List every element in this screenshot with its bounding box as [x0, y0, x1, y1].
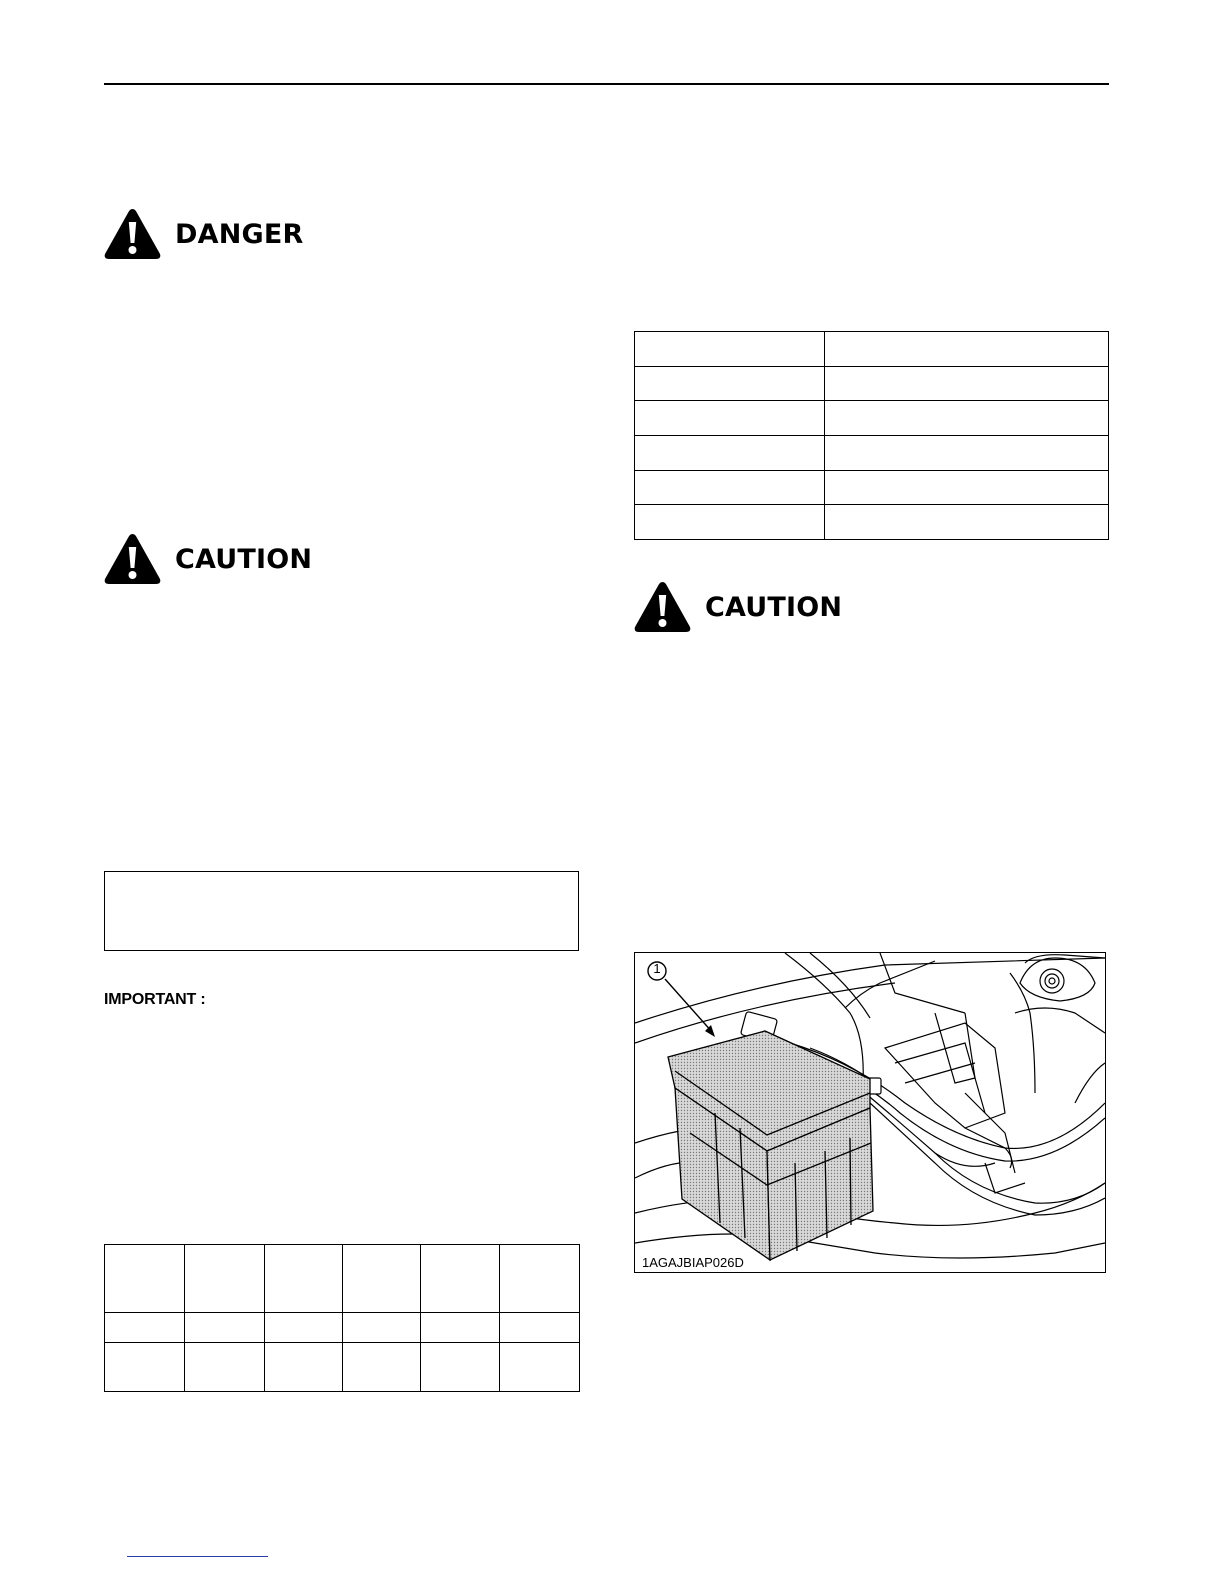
table-row [105, 1313, 580, 1343]
table-row [635, 435, 1109, 470]
table-row [635, 470, 1109, 505]
table-row [635, 332, 1109, 367]
danger-heading: DANGER [175, 218, 304, 250]
danger-signal [104, 208, 304, 260]
caution-signal-right [634, 581, 842, 633]
battery-figure [634, 952, 1106, 1273]
caution-heading-left: CAUTION [175, 543, 313, 575]
warning-triangle-icon [634, 581, 691, 633]
table-row [635, 401, 1109, 436]
warning-triangle-icon [104, 533, 161, 585]
spec-table-left [104, 1244, 580, 1392]
table-row [105, 1245, 580, 1313]
table-row [635, 505, 1109, 540]
table-row [105, 1343, 580, 1392]
header-rule [104, 83, 1109, 85]
note-box [104, 871, 579, 951]
callout-number: 1 [653, 961, 661, 976]
caution-heading-right: CAUTION [705, 591, 843, 623]
battery-illustration [635, 953, 1105, 1272]
warning-triangle-icon [104, 208, 161, 260]
footer-link-underline[interactable] [127, 1556, 268, 1557]
caution-signal-left [104, 533, 312, 585]
figure-code: 1AGAJBIAP026D [642, 1255, 744, 1270]
table-row [635, 366, 1109, 401]
important-label: IMPORTANT : [104, 991, 206, 1008]
spec-table-right [634, 331, 1109, 540]
